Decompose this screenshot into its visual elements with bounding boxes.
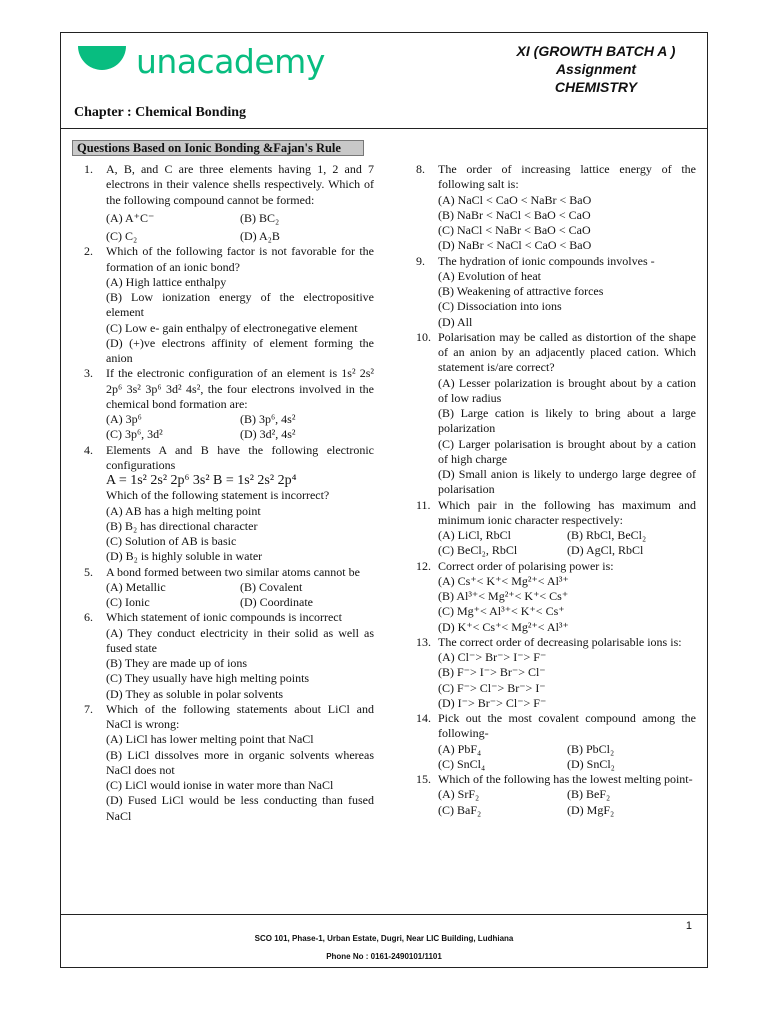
option-b: (B) PbCl₂ bbox=[567, 741, 615, 756]
option-d: (D) I⁻> Br⁻> Cl⁻> F⁻ bbox=[438, 695, 547, 710]
page-number: 1 bbox=[685, 920, 692, 932]
option-a: (A) A⁺C⁻ bbox=[106, 210, 155, 225]
question-number: 10. bbox=[416, 329, 431, 344]
option-a: (A) PbF₄ bbox=[438, 741, 482, 756]
header-divider bbox=[60, 128, 708, 129]
option-b: (B) Covalent bbox=[240, 579, 303, 594]
option-c: (C) F⁻> Cl⁻> Br⁻> I⁻ bbox=[438, 680, 546, 695]
option-d: (D) All bbox=[438, 314, 473, 329]
option-d: (D) They as soluble in polar solvents bbox=[106, 686, 284, 701]
option-b: (B) BC₂ bbox=[240, 210, 280, 225]
question-text: Which of the following factor is not favorable for the formation of an ionic bond? bbox=[106, 244, 374, 274]
option-c: (C) C₂ bbox=[106, 229, 138, 243]
question-number: 2. bbox=[84, 244, 93, 259]
question-text: Which of the following has the lowest melting point- bbox=[438, 772, 693, 786]
option-d: (D) AgCl, RbCl bbox=[567, 543, 644, 558]
question-text: The hydration of ionic compounds involves - bbox=[438, 253, 655, 268]
option-d: (D) Fused LiCl would be less conducting than fused NaCl bbox=[106, 793, 374, 823]
question-text: Which of the following statements about LiCl and NaCl is wrong: bbox=[106, 701, 374, 731]
option-c: (C) LiCl would ionise in water more than NaCl bbox=[106, 778, 334, 792]
question-text: The correct order of decreasing polarisable ions is: bbox=[438, 634, 682, 649]
option-c: (C) Ionic bbox=[106, 595, 150, 609]
option-b: (B) BeF₂ bbox=[567, 787, 611, 802]
question-number: 8. bbox=[416, 162, 425, 176]
question-text: A bond formed between two similar atoms cannot be bbox=[106, 564, 360, 579]
option-a: (A) Lesser polarization is brought about by a cation of low radius bbox=[438, 375, 696, 405]
question-number: 13. bbox=[416, 634, 431, 649]
right-column bbox=[416, 162, 696, 818]
question-number: 11. bbox=[416, 497, 431, 512]
option-d: (D) NaBr < NaCl < CaO < BaO bbox=[438, 238, 592, 253]
option-a: (A) LiCl has lower melting point that NaCl bbox=[106, 732, 314, 747]
option-c: (C) Low e- gain enthalpy of electronegative element bbox=[106, 320, 358, 335]
footer-address: SCO 101, Phase-1, Urban Estate, Dugri, Near LIC Building, Ludhiana bbox=[254, 934, 514, 943]
option-d: (D) (+)ve electrons affinity of element forming the anion bbox=[106, 335, 374, 365]
question-13 bbox=[416, 635, 696, 711]
option-b: (B) 3p⁶, 4s² bbox=[240, 412, 296, 426]
question-text: Elements A and B have the following electronic configurations bbox=[106, 442, 374, 472]
option-c: (C) Mg⁺< Al³⁺< K⁺< Cs⁺ bbox=[438, 604, 565, 619]
option-b: (B) NaBr < NaCl < BaO < CaO bbox=[438, 207, 591, 222]
question-text: The order of increasing lattice energy of the following salt is: bbox=[438, 162, 696, 192]
option-c: (C) Dissociation into ions bbox=[438, 299, 562, 314]
option-d: (D) 3d², 4s² bbox=[240, 427, 296, 442]
question-12 bbox=[416, 559, 696, 635]
option-a: (A) They conduct electricity in their solid as well as fused state bbox=[106, 625, 374, 655]
option-b: (B) RbCl, BeCl₂ bbox=[567, 528, 647, 542]
option-c: (C) BeCl₂, RbCl bbox=[438, 543, 518, 558]
question-6 bbox=[84, 610, 374, 702]
option-a: (A) Cs⁺< K⁺< Mg²⁺< Al³⁺ bbox=[438, 573, 569, 588]
question-number: 1. bbox=[84, 162, 93, 176]
question-3 bbox=[84, 366, 374, 442]
section-heading: Questions Based on Ionic Bonding &Fajan's Rule bbox=[72, 140, 364, 156]
question-8 bbox=[416, 162, 696, 254]
option-c: (C) BaF₂ bbox=[438, 802, 482, 817]
option-c: (C) Solution of AB is basic bbox=[106, 534, 237, 548]
question-number: 5. bbox=[84, 564, 93, 579]
option-d: (D) A₂B bbox=[240, 229, 280, 243]
option-d: (D) Small anion is likely to undergo large degree of polarisation bbox=[438, 467, 696, 497]
question-number: 15. bbox=[416, 772, 431, 786]
option-b: (B) LiCl dissolves more in organic solvents whereas NaCl does not bbox=[106, 747, 374, 777]
question-subtext: Which of the following statement is incorrect? bbox=[106, 488, 330, 503]
option-b: (B) Weakening of attractive forces bbox=[438, 284, 604, 298]
option-a: (A) Evolution of heat bbox=[438, 268, 541, 283]
question-11 bbox=[416, 498, 696, 559]
brand-name: unacademy bbox=[136, 42, 325, 81]
option-c: (C) They usually have high melting points bbox=[106, 671, 310, 686]
option-a: (A) SrF₂ bbox=[438, 787, 480, 802]
option-b: (B) Low ionization energy of the electropositive element bbox=[106, 290, 374, 320]
footer-phone: Phone No : 0161-2490101/1101 bbox=[326, 952, 442, 961]
question-7 bbox=[84, 702, 374, 824]
question-15 bbox=[416, 772, 696, 818]
option-c: (C) NaCl < NaBr < BaO < CaO bbox=[438, 223, 591, 237]
header-title-block bbox=[496, 42, 696, 96]
question-10 bbox=[416, 330, 696, 498]
option-d: (D) MgF₂ bbox=[567, 802, 615, 817]
option-a: (A) AB has a high melting point bbox=[106, 503, 261, 518]
question-number: 4. bbox=[84, 442, 93, 457]
option-a: (A) NaCl < CaO < NaBr < BaO bbox=[438, 192, 592, 207]
question-text: Pick out the most covalent compound among the following- bbox=[438, 711, 696, 741]
question-text: If the electronic configuration of an element is 1s² 2s² 2p⁶ 3s² 3p⁶ 3d² 4s², the four electrons involved in the chemical bond formation are: bbox=[106, 366, 374, 411]
option-b: (B) Al³⁺< Mg²⁺< K⁺< Cs⁺ bbox=[438, 589, 569, 603]
option-c: (C) Larger polarisation is brought about by a cation of high charge bbox=[438, 436, 696, 466]
option-d: (D) SnCl₂ bbox=[567, 756, 615, 771]
option-b: (B) F⁻> I⁻> Br⁻> Cl⁻ bbox=[438, 665, 546, 680]
option-a: (A) LiCl, RbCl bbox=[438, 528, 512, 542]
question-9 bbox=[416, 254, 696, 330]
question-text: A, B, and C are three elements having 1, 2 and 7 electrons in their valence shells respectively. Which of the following compound cannot be formed: bbox=[106, 162, 374, 207]
question-4 bbox=[84, 443, 374, 565]
assignment-label: Assignment bbox=[555, 61, 637, 77]
option-c: (C) 3p⁶, 3d² bbox=[106, 427, 163, 442]
batch-title: XI (GROWTH BATCH A ) bbox=[516, 43, 676, 59]
option-b: (B) They are made up of ions bbox=[106, 656, 248, 670]
option-c: (C) SnCl₄ bbox=[438, 756, 486, 771]
option-d: (D) B₂ is highly soluble in water bbox=[106, 549, 263, 564]
option-a: (A) Cl⁻> Br⁻> I⁻> F⁻ bbox=[438, 650, 547, 664]
question-text: Correct order of polarising power is: bbox=[438, 558, 614, 573]
question-number: 14. bbox=[416, 711, 431, 725]
option-d: (D) K⁺< Cs⁺< Mg²⁺< Al³⁺ bbox=[438, 619, 569, 634]
chapter-title: Chapter : Chemical Bonding bbox=[74, 105, 247, 120]
question-number: 12. bbox=[416, 558, 431, 573]
question-1 bbox=[84, 162, 374, 244]
option-a: (A) 3p⁶ bbox=[106, 412, 142, 426]
option-d: (D) Coordinate bbox=[240, 595, 313, 609]
electron-configuration-formula: A = 1s² 2s² 2p⁶ 3s² B = 1s² 2s² 2p⁴ bbox=[106, 473, 297, 488]
question-number: 3. bbox=[84, 366, 93, 381]
left-column bbox=[84, 162, 374, 824]
question-text: Polarisation may be called as distortion of the shape of an anion by an adjacently placed cation. Which statement is/are correct? bbox=[438, 329, 696, 375]
option-b: (B) B₂ has directional character bbox=[106, 518, 258, 533]
question-number: 9. bbox=[416, 253, 425, 268]
option-b: (B) Large cation is likely to bring about a large polarization bbox=[438, 406, 696, 436]
question-number: 6. bbox=[84, 610, 93, 625]
question-text: Which pair in the following has maximum and minimum ionic character respectively: bbox=[438, 497, 696, 527]
question-2 bbox=[84, 244, 374, 366]
question-number: 7. bbox=[84, 701, 93, 716]
footer-divider bbox=[60, 914, 708, 915]
option-a: (A) High lattice enthalpy bbox=[106, 274, 227, 289]
subject-label: CHEMISTRY bbox=[554, 79, 638, 95]
question-14 bbox=[416, 711, 696, 772]
question-text: Which statement of ionic compounds is incorrect bbox=[106, 610, 342, 625]
question-5 bbox=[84, 565, 374, 611]
option-a: (A) Metallic bbox=[106, 579, 166, 594]
